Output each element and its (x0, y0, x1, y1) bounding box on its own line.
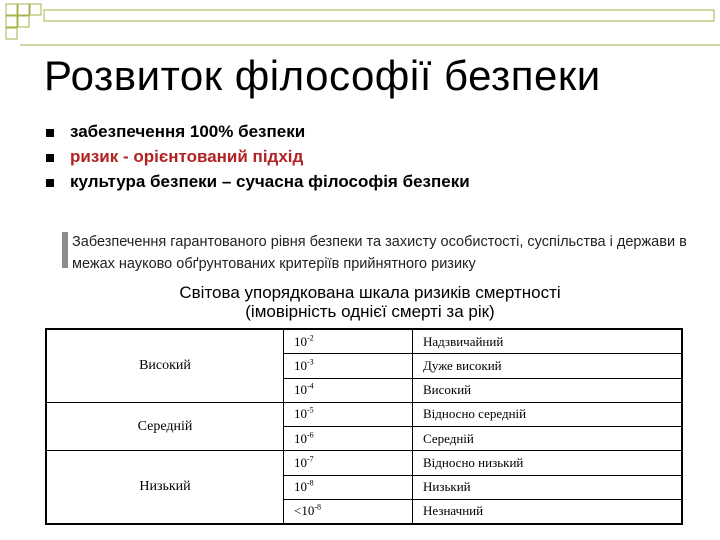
description-cell: Відносно середній (413, 402, 683, 426)
probability-cell: $10^{-5}$ (284, 402, 413, 426)
level-cell: Низький (46, 451, 284, 524)
quote-text: Забезпечення гарантованого рівня безпеки та захисту особистості, суспільства і держави в межах науково обґрунтованих критеріїв прийнятного ризику (72, 234, 687, 272)
bullet-list (46, 122, 470, 197)
scale-title-line2: (імовірність однієї смерті за рік) (245, 302, 495, 321)
table-row (46, 402, 682, 426)
scale-title (120, 283, 620, 321)
bullet-text: культура безпеки – сучасна філософія безпеки (70, 172, 470, 191)
description-cell: Середній (413, 427, 683, 451)
level-cell: Високий (46, 329, 284, 402)
square-bullet-icon (46, 179, 54, 187)
probability-cell: $10^{-3}$ (284, 354, 413, 378)
decorative-squares (6, 4, 714, 39)
square-bullet-icon (46, 129, 54, 137)
description-cell: Надзвичайний (413, 329, 683, 354)
description-cell: Високий (413, 378, 683, 402)
probability-cell: $10^{-8}$ (284, 475, 413, 499)
slide-title: Розвиток філософії безпеки (44, 52, 601, 99)
bullet-text: забезпечення 100% безпеки (70, 122, 306, 141)
bullet-item (46, 122, 470, 147)
square-bullet-icon (46, 154, 54, 162)
risk-scale-table (45, 328, 683, 525)
scale-title-line1: Світова упорядкована шкала ризиків смертності (179, 283, 561, 302)
table-row (46, 451, 682, 475)
description-cell: Низький (413, 475, 683, 499)
quote-bar (62, 232, 68, 268)
probability-cell: $10^{-6}$ (284, 427, 413, 451)
bullet-item (46, 172, 470, 197)
probability-cell: $10^{-7}$ (284, 451, 413, 475)
probability-cell: $10^{-4}$ (284, 378, 413, 402)
bullet-item (46, 147, 470, 172)
probability-cell: $<10^{-8}$ (284, 499, 413, 524)
header-decoration (0, 0, 720, 60)
description-cell: Відносно низький (413, 451, 683, 475)
description-cell: Дуже високий (413, 354, 683, 378)
probability-cell: $10^{-2}$ (284, 329, 413, 354)
level-cell: Середній (46, 402, 284, 451)
table-row (46, 329, 682, 354)
bullet-text: ризик - орієнтований підхід (70, 147, 304, 166)
description-cell: Незначний (413, 499, 683, 524)
